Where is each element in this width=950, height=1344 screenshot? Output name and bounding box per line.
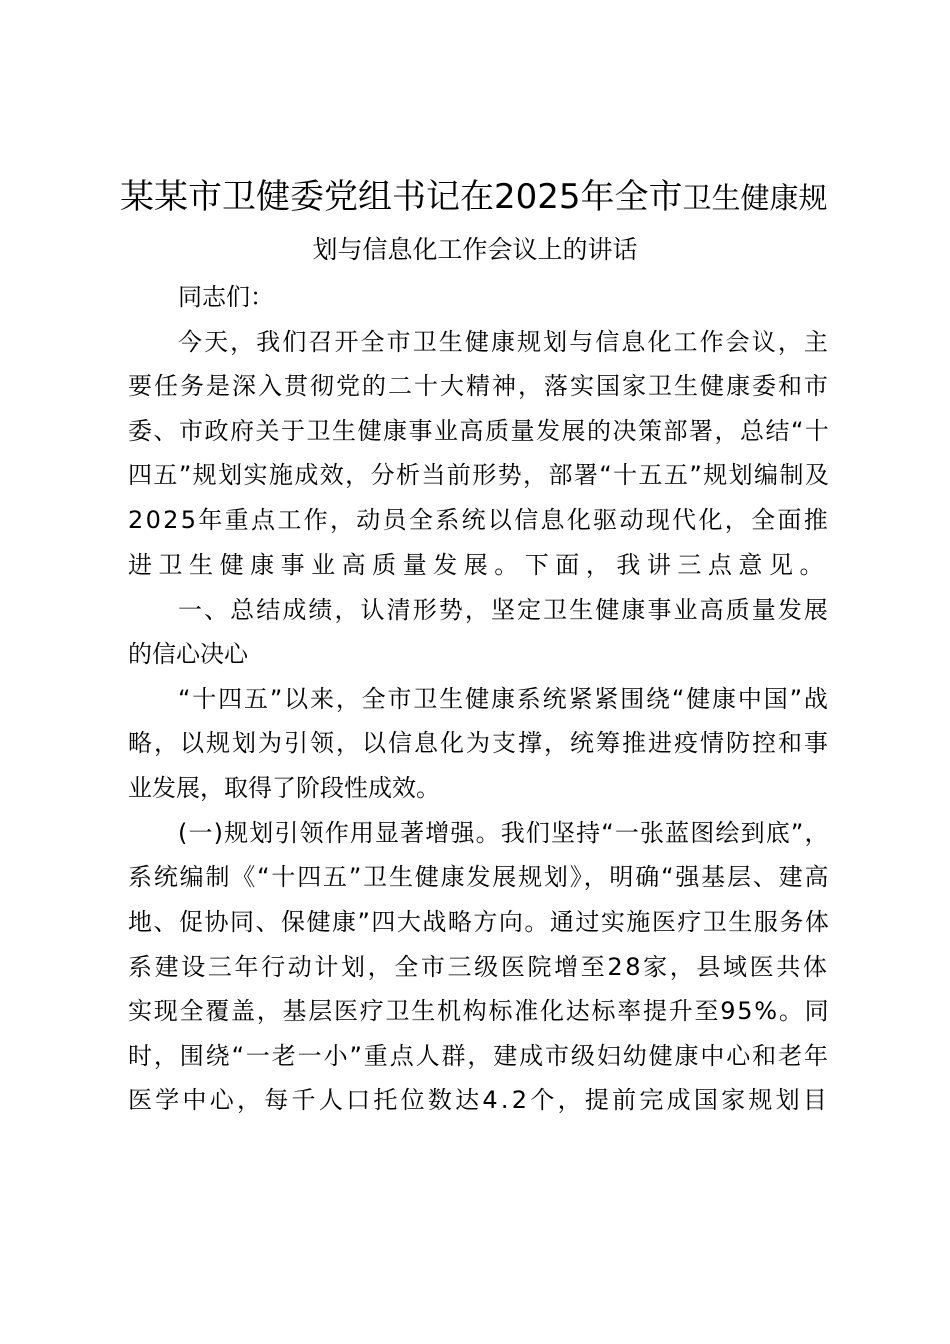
body-line: (一)规划引领作用显著增强。我们坚持“一张蓝图绘到底”， bbox=[178, 819, 830, 847]
body-line: 系统编制《“十四五”卫生健康发展规划》，明确“强基层、建高 bbox=[128, 863, 831, 891]
title-line-2: 划与信息化工作会议上的讲话 bbox=[312, 235, 638, 264]
body-line: 今天，我们召开全市卫生健康规划与信息化工作会议，主 bbox=[178, 328, 830, 356]
body-line: 业发展，取得了阶段性成效。 bbox=[128, 774, 440, 802]
body-line: 四五”规划实施成效，分析当前形势，部署“十五五”规划编制及 bbox=[128, 461, 831, 489]
section-heading: 一、总结成绩，认清形势，坚定卫生健康事业高质量发展 bbox=[178, 596, 830, 624]
body-line: 时，围绕“一老一小”重点人群，建成市级妇幼健康中心和老年 bbox=[128, 1042, 830, 1070]
title-line-1 bbox=[120, 174, 840, 221]
title-line-1-large: 某某市卫健委党组书记在2025年全市 bbox=[120, 177, 683, 217]
title-line-1-small: 卫生健康规 bbox=[682, 181, 828, 215]
body-line: 2025年重点工作，动员全系统以信息化驱动现代化，全面推 bbox=[128, 506, 831, 534]
body-line: “十四五”以来，全市卫生健康系统紧紧围绕“健康中国”战 bbox=[178, 685, 830, 713]
body-line: 系建设三年行动计划，全市三级医院增至28家，县域医共体 bbox=[128, 953, 830, 981]
body-line: 实现全覆盖，基层医疗卫生机构标准化达标率提升至95%。同 bbox=[128, 997, 831, 1025]
body-line: 委、市政府关于卫生健康事业高质量发展的决策部署，总结“十 bbox=[128, 417, 831, 445]
salutation: 同志们： bbox=[178, 283, 274, 311]
body-line: 医学中心，每千人口托位数达4.2个，提前完成国家规划目 bbox=[128, 1086, 831, 1114]
section-heading-cont: 的信心决心 bbox=[128, 640, 248, 668]
body-line: 地、促协同、保健康”四大战略方向。通过实施医疗卫生服务体 bbox=[128, 908, 831, 936]
body-line: 略，以规划为引领，以信息化为支撑，统筹推进疫情防控和事 bbox=[128, 729, 830, 757]
body-line: 要任务是深入贯彻党的二十大精神，落实国家卫生健康委和市 bbox=[128, 372, 830, 400]
body-line: 进卫生健康事业高质量发展。下面，我讲三点意见。 bbox=[128, 551, 830, 579]
